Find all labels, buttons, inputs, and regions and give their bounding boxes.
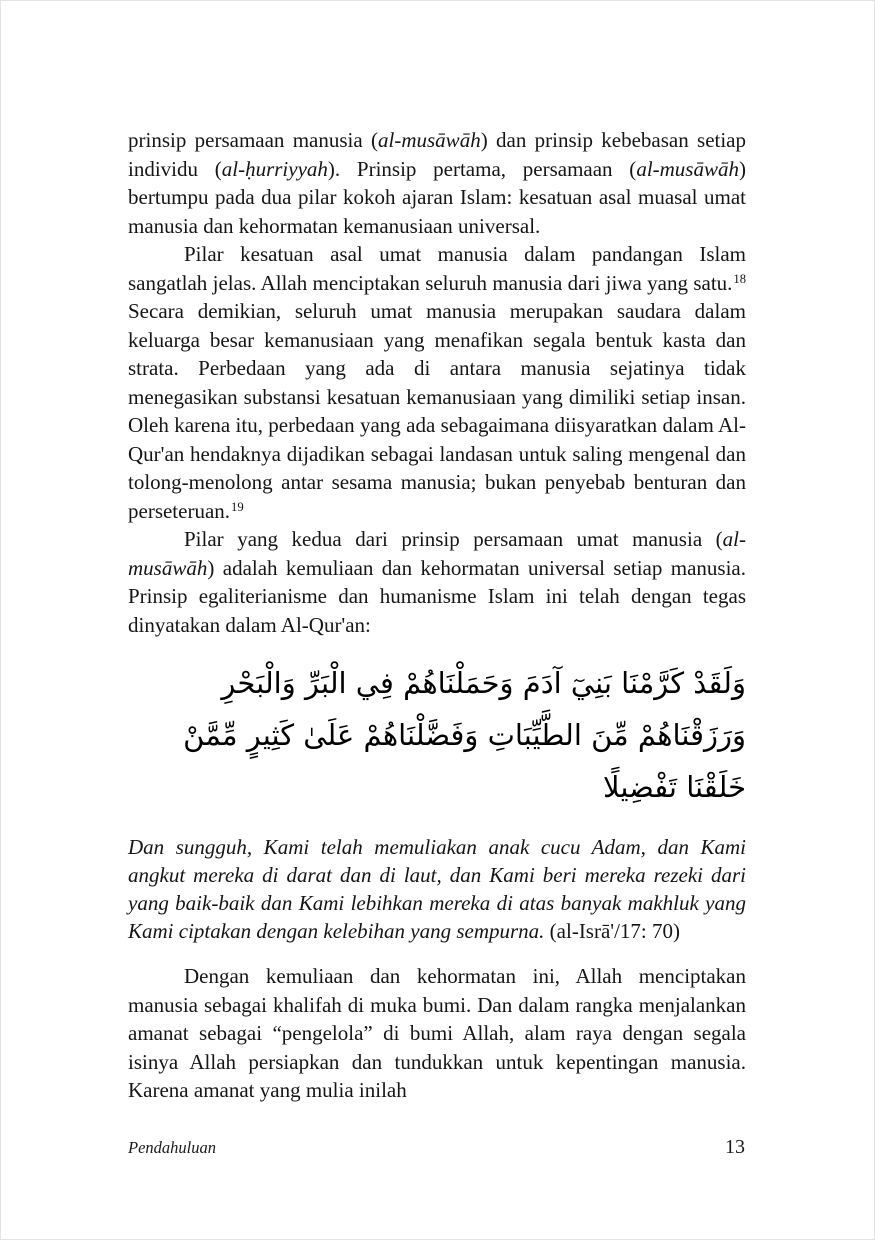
paragraph-1	[128, 126, 746, 240]
italic-term: al-ḥurriyyah	[221, 156, 328, 181]
page-number: 13	[725, 1136, 745, 1158]
paragraph-4	[128, 962, 746, 1105]
quran-verse-arabic: وَلَقَدْ كَرَّمْنَا بَنِيٓ آدَمَ وَحَمَلْنَاهُمْ فِي الْبَرِّ وَالْبَحْرِ وَرَزَقْنَاهُمْ مِّنَ الطَّيِّبَاتِ وَفَضَّلْنَاهُمْ عَلَىٰ كَثِيرٍ مِّمَّنْ خَلَقْنَا تَفْضِيلًا	[183, 666, 746, 804]
text-run: ) dan prinsip kebebasan setiap individu (	[128, 128, 747, 181]
text-run: prinsip persamaan manusia (	[128, 128, 379, 152]
quran-translation	[128, 833, 746, 945]
page-content	[128, 126, 746, 1105]
verse-reference: (al-Isrā'/17: 70)	[544, 919, 680, 943]
paragraph-3	[128, 525, 746, 639]
text-run: ). Prinsip pertama, persamaan (	[327, 156, 637, 181]
paragraph-2	[128, 240, 746, 525]
italic-term: al-musāwāh	[636, 156, 739, 181]
italic-term: al-musāwāh	[128, 527, 746, 580]
text-run: ) bertumpu pada dua pilar kokoh ajaran Islam: kesatuan asal muasal umat manusia dan kehormatan kemanusiaan universal.	[128, 156, 746, 238]
running-footer-title: Pendahuluan	[128, 1138, 216, 1157]
translation-text: Dan sungguh, Kami telah memuliakan anak cucu Adam, dan Kami angkut mereka di darat dan di laut, dan Kami beri mereka rezeki dari yang baik-baik dan Kami lebihkan mereka di atas banyak makhluk yang Kami ciptakan dengan kelebihan yang sempurna.	[128, 835, 746, 943]
text-run: Pilar kesatuan asal umat manusia dalam pandangan Islam sangatlah jelas. Allah menciptakan seluruh manusia dari jiwa yang satu.	[128, 242, 746, 295]
footnote-ref-18: 18	[733, 271, 746, 286]
page-footer	[128, 1136, 745, 1159]
text-run: ) adalah kemuliaan dan kehormatan universal setiap manusia. Prinsip egaliterianisme dan humanisme Islam ini telah dengan tegas dinyatakan dalam Al-Qur'an:	[128, 555, 746, 637]
text-run: Secara demikian, seluruh umat manusia merupakan saudara dalam keluarga besar kemanusiaan yang menafikan segala bentuk kasta dan strata. Perbedaan yang ada di antara manusia sejatinya tidak menegasikan substansi kesatuan kemanusiaan yang dimiliki setiap insan. Oleh karena itu, perbedaan yang ada sebagaimana diisyaratkan dalam Al-Qur'an hendaknya dijadikan sebagai landasan untuk saling mengenal dan tolong-menolong antar sesama manusia; bukan penyebab benturan dan perseteruan.	[128, 299, 746, 523]
italic-term: al-musāwāh	[378, 128, 481, 152]
footnote-ref-19: 19	[231, 499, 244, 514]
text-run: Dengan kemuliaan dan kehormatan ini, Allah menciptakan manusia sebagai khalifah di muka bumi. Dan dalam rangka menjalankan amanat sebagai “pengelola” di bumi Allah, alam raya dengan segala isinya Allah persiapkan dan tundukkan untuk kepentingan manusia. Karena amanat yang mulia inilah	[128, 964, 746, 1102]
text-run: Pilar yang kedua dari prinsip persamaan umat manusia (	[184, 527, 723, 551]
